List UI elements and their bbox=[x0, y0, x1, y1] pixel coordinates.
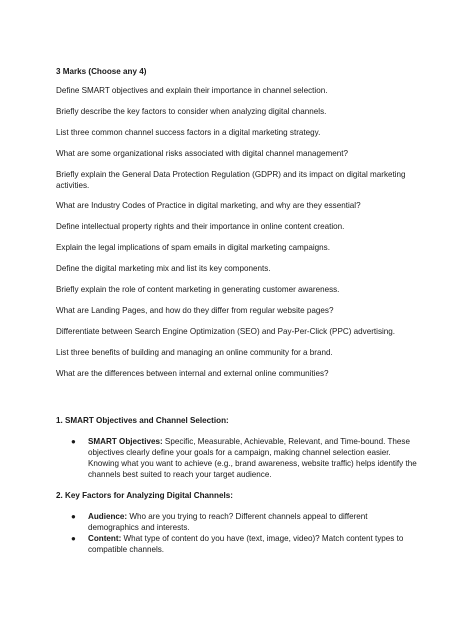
answer-bullet-list bbox=[56, 436, 418, 480]
answer-term: Content: bbox=[88, 534, 122, 543]
answer-section-2 bbox=[56, 490, 418, 555]
bullet-icon: ● bbox=[71, 437, 76, 446]
question-item: Briefly explain the General Data Protection Regulation (GDPR) and its impact on digital marketing activities. bbox=[56, 170, 406, 190]
question-list bbox=[56, 85, 418, 379]
answer-text: What type of content do you have (text, image, video)? Match content types to compatible channels. bbox=[88, 534, 404, 554]
answer-term: Audience: bbox=[88, 512, 128, 521]
answer-heading: 1. SMART Objectives and Channel Selection: bbox=[56, 416, 229, 425]
answer-text: Specific, Measurable, Achievable, Relevant, and Time-bound. These objectives clearly define your goals for a campaign, making channel selection easier. Knowing what you want to achieve (e.g., brand awareness, website traffic) helps identify the channels best suited to reach your target audience. bbox=[88, 437, 417, 479]
answer-text: Who are you trying to reach? Different channels appeal to different demographics and interests. bbox=[88, 512, 368, 532]
answer-bullet bbox=[71, 511, 418, 533]
section-heading: 3 Marks (Choose any 4) bbox=[56, 67, 147, 76]
question-item: Define SMART objectives and explain their importance in channel selection. bbox=[56, 86, 328, 95]
answer-bullet-list bbox=[56, 511, 418, 555]
answer-term: SMART Objectives: bbox=[88, 437, 163, 446]
answer-bullet bbox=[71, 436, 418, 480]
bullet-icon: ● bbox=[71, 512, 76, 521]
question-item: Briefly explain the role of content marketing in generating customer awareness. bbox=[56, 285, 340, 294]
question-item: Differentiate between Search Engine Optimization (SEO) and Pay-Per-Click (PPC) advertising. bbox=[56, 327, 396, 336]
question-item: What are Industry Codes of Practice in digital marketing, and why are they essential? bbox=[56, 201, 361, 210]
answer-bullet bbox=[71, 533, 418, 555]
question-item: List three benefits of building and managing an online community for a brand. bbox=[56, 348, 333, 357]
section-spacer bbox=[56, 389, 418, 415]
answer-section-1 bbox=[56, 415, 418, 480]
bullet-icon: ● bbox=[71, 534, 76, 543]
question-item: List three common channel success factors in a digital marketing strategy. bbox=[56, 128, 321, 137]
question-item: What are some organizational risks associated with digital channel management? bbox=[56, 149, 348, 158]
question-item: Explain the legal implications of spam emails in digital marketing campaigns. bbox=[56, 243, 330, 252]
question-item: Briefly describe the key factors to consider when analyzing digital channels. bbox=[56, 107, 327, 116]
question-item: Define the digital marketing mix and list its key components. bbox=[56, 264, 271, 273]
answer-heading: 2. Key Factors for Analyzing Digital Channels: bbox=[56, 491, 233, 500]
question-item: What are the differences between internal and external online communities? bbox=[56, 369, 329, 378]
question-item: What are Landing Pages, and how do they differ from regular website pages? bbox=[56, 306, 334, 315]
question-item: Define intellectual property rights and their importance in online content creation. bbox=[56, 222, 345, 231]
